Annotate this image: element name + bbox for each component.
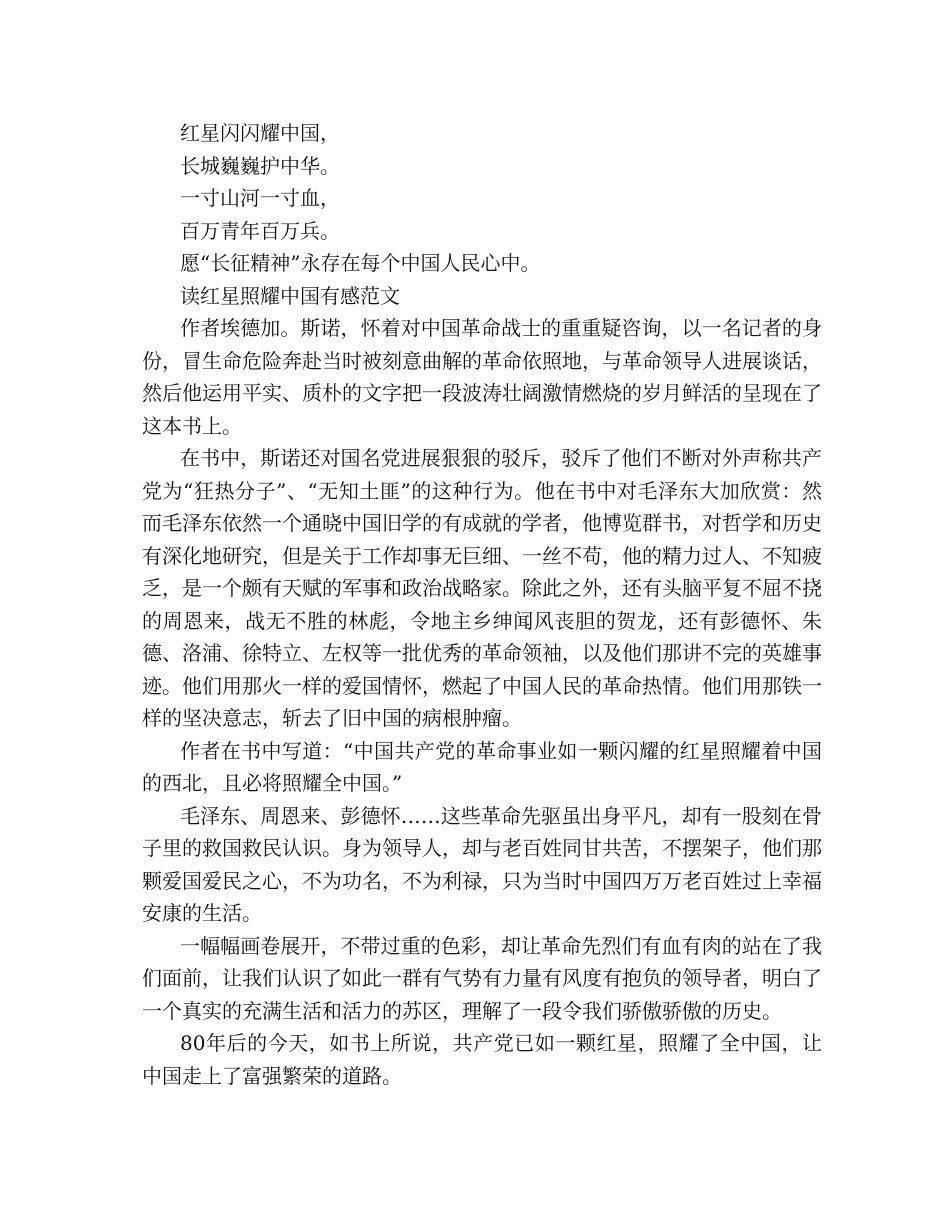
poem-line: 长城巍巍护中华。 (180, 153, 340, 178)
poem-line: 一寸山河一寸血， (180, 186, 340, 210)
document-body (142, 117, 822, 1092)
paragraph: 作者在书中写道：“中国共产党的革命事业如一颗闪耀的红星照耀着中国的西北，且必将照耀全中国。” (142, 738, 822, 795)
paragraph: 一幅幅画卷展开，不带过重的色彩，却让革命先烈们有血有肉的站在了我们面前，让我们认识了如此一群有气势有力量有风度有抱负的领导者，明白了一个真实的充满生活和活力的苏区，理解了一段令我们骄傲骄傲的历史。 (142, 933, 822, 1023)
poem-line: 百万青年百万兵。 (180, 218, 340, 243)
paragraph: 在书中，斯诺还对国名党进展狠狠的驳斥，驳斥了他们不断对外声称共产党为“狂热分子”、“无知土匪”的这种行为。他在书中对毛泽东大加欣赏：然而毛泽东依然一个通晓中国旧学的有成就的学者，他博览群书，对哲学和历史有深化地研究，但是关于工作却事无巨细、一丝不苟，他的精力过人、不知疲乏，是一个颇有天赋的军事和政治战略家。除此之外，还有头脑平复不屈不挠的周恩来，战无不胜的林彪，令地主乡绅闻风丧胆的贺龙，还有彭德怀、朱德、洛浦、徐特立、左权等一批优秀的革命领袖，以及他们那讲不完的英雄事迹。他们用那火一样的爱国情怀，燃起了中国人民的革命热情。他们用那铁一样的坚决意志，斩去了旧中国的病根肿瘤。 (142, 446, 822, 730)
section-title: 读红星照耀中国有感范文 (180, 283, 400, 308)
paragraph: 作者埃德加。斯诺，怀着对中国革命战士的重重疑咨询，以一名记者的身份，冒生命危险奔赴当时被刻意曲解的革命依照地，与革命领导人进展谈话，然后他运用平实、质朴的文字把一段波涛壮阔激情燃烧的岁月鲜活的呈现在了这本书上。 (142, 316, 822, 438)
paragraph: 毛泽东、周恩来、彭德怀……这些革命先驱虽出身平凡，却有一股刻在骨子里的救国救民认识。身为领导人，却与老百姓同甘共苦，不摆架子，他们那颗爱国爱民之心，不为功名，不为利禄，只为当时中国四万万老百姓过上幸福安康的生活。 (142, 803, 822, 925)
poem-line: 红星闪闪耀中国， (180, 121, 340, 145)
paragraph: 80年后的今天，如书上所说，共产党已如一颗红星，照耀了全中国，让中国走上了富强繁荣的道路。 (142, 1031, 822, 1088)
poem-line: 愿“长征精神”永存在每个中国人民心中。 (180, 251, 541, 275)
